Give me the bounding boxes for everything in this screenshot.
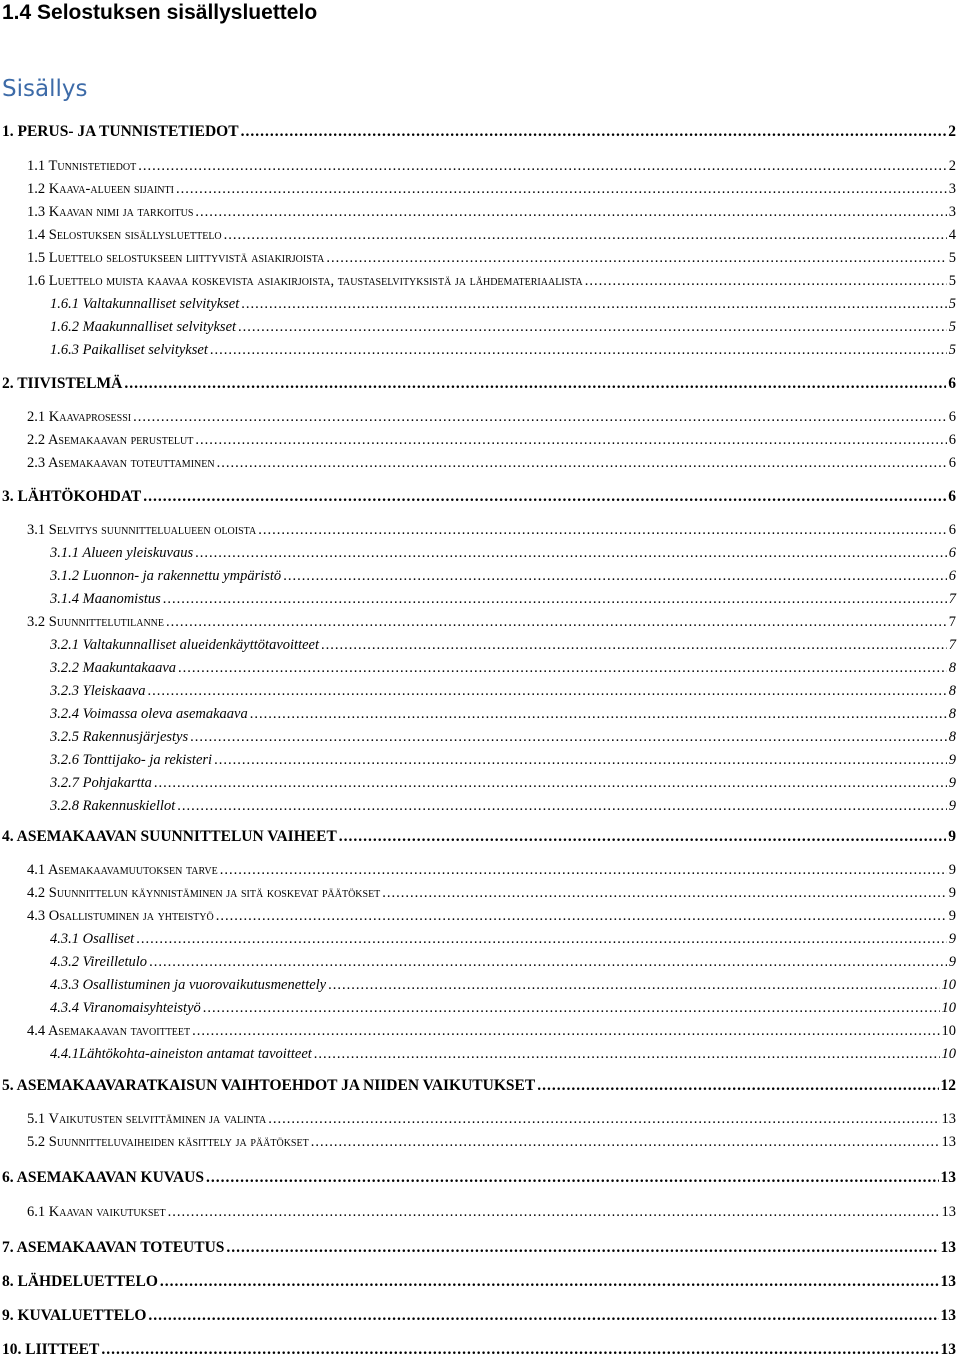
- toc-dot-leader: [328, 976, 939, 995]
- toc-entry-label: 3.1 Selvitys suunnittelualueen oloista: [27, 522, 257, 538]
- toc-dot-leader: [136, 930, 947, 949]
- toc-entry[interactable]: [50, 295, 956, 314]
- toc-dot-leader: [163, 590, 947, 609]
- toc-page-number: 2: [948, 158, 956, 174]
- toc-entry-label: 4. ASEMAKAAVAN SUUNNITTELUN VAIHEET: [2, 828, 337, 845]
- toc-entry[interactable]: [50, 976, 956, 995]
- toc-dot-leader: [214, 751, 947, 770]
- toc-dot-leader: [206, 1168, 939, 1188]
- toc-entry[interactable]: [27, 408, 956, 427]
- toc-dot-leader: [311, 1133, 940, 1152]
- toc-page-number: 5: [948, 250, 956, 266]
- toc-page-number: 3: [948, 181, 956, 197]
- toc-page-number: 6: [948, 545, 956, 561]
- toc-entry-label: 1.6.3 Paikalliset selvitykset: [50, 342, 208, 358]
- toc-entry[interactable]: [27, 861, 956, 880]
- toc-entry[interactable]: [27, 226, 956, 245]
- toc-entry-label: 4.3.4 Viranomaisyhteistyö: [50, 1000, 201, 1016]
- toc-entry-label: 3. LÄHTÖKOHDAT: [2, 488, 142, 505]
- toc-entry-label: 1.5 Luettelo selostukseen liittyvistä asiakirjoista: [27, 250, 325, 266]
- toc-entry-label: 5.2 Suunnitteluvaiheiden käsittely ja päätökset: [27, 1134, 309, 1150]
- toc-page-number: 5: [948, 342, 956, 358]
- toc-dot-leader: [203, 999, 940, 1018]
- toc-page-number: 13: [940, 1239, 956, 1256]
- toc-entry[interactable]: [27, 1022, 956, 1041]
- toc-dot-leader: [124, 374, 946, 394]
- toc-entry-label: 4.3 Osallistuminen ja yhteistyö: [27, 908, 214, 924]
- toc-dot-leader: [166, 613, 947, 632]
- toc-dot-leader: [178, 659, 947, 678]
- toc-dot-leader: [226, 1238, 938, 1258]
- toc-page-number: 13: [941, 1134, 956, 1150]
- toc-dot-leader: [195, 544, 947, 563]
- toc-entry[interactable]: [27, 272, 956, 291]
- toc-entry-label: 3.2.4 Voimassa oleva asemakaava: [50, 706, 248, 722]
- toc-entry-label: 6. ASEMAKAAVAN KUVAUS: [2, 1169, 204, 1186]
- toc-entry-label: 4.4 Asemakaavan tavoitteet: [27, 1023, 191, 1039]
- toc-dot-leader: [101, 1340, 938, 1360]
- toc-entry[interactable]: [50, 544, 956, 563]
- toc-entry-label: 2.2 Asemakaavan perustelut: [27, 432, 194, 448]
- toc-page-number: 2: [948, 123, 956, 140]
- toc-dot-leader: [339, 827, 946, 847]
- toc-page-number: 9: [948, 931, 956, 947]
- toc-page-number: 8: [948, 706, 956, 722]
- toc-page-number: 13: [940, 1341, 956, 1358]
- toc-entry[interactable]: [2, 1306, 956, 1326]
- toc-dot-leader: [241, 295, 946, 314]
- toc-dot-leader: [216, 907, 947, 926]
- toc-entry-label: 1.2 Kaava-alueen sijainti: [27, 181, 174, 197]
- toc-page-number: 10: [941, 977, 956, 993]
- toc-entry[interactable]: [50, 341, 956, 360]
- toc-page-number: 6: [948, 522, 956, 538]
- toc-entry[interactable]: [27, 1203, 956, 1222]
- toc-entry[interactable]: [2, 1168, 956, 1188]
- toc-dot-leader: [154, 774, 947, 793]
- toc-entry-label: 2. TIIVISTELMÄ: [2, 375, 123, 392]
- toc-dot-leader: [149, 953, 947, 972]
- toc-entry[interactable]: [2, 1340, 956, 1360]
- toc-entry[interactable]: [50, 705, 956, 724]
- toc-page-number: 10: [941, 1046, 956, 1062]
- toc-entry-label: 1.3 Kaavan nimi ja tarkoitus: [27, 204, 194, 220]
- toc-entry[interactable]: [50, 797, 956, 816]
- toc-dot-leader: [133, 408, 947, 427]
- toc-entry-label: 4.4.1Lähtökohta-aineiston antamat tavoitteet: [50, 1046, 312, 1062]
- toc-entry[interactable]: [50, 590, 956, 609]
- toc-entry-label: 3.1.4 Maanomistus: [50, 591, 161, 607]
- toc-page-number: 7: [948, 591, 956, 607]
- toc-entry[interactable]: [50, 728, 956, 747]
- toc-entry-label: 6.1 Kaavan vaikutukset: [27, 1204, 166, 1220]
- toc-page-number: 13: [940, 1169, 956, 1186]
- toc-page-number: 13: [941, 1111, 956, 1127]
- toc-entry-label: 5. ASEMAKAAVARATKAISUN VAIHTOEHDOT JA NIIDEN VAIKUTUKSET: [2, 1077, 536, 1094]
- toc-entry[interactable]: [2, 487, 956, 507]
- toc-entry-label: 1.1 Tunnistetiedot: [27, 158, 137, 174]
- toc-dot-leader: [250, 705, 947, 724]
- toc-dot-leader: [585, 272, 947, 291]
- toc-entry[interactable]: [27, 157, 956, 176]
- toc-page-number: 3: [948, 204, 956, 220]
- toc-page-number: 9: [948, 828, 956, 845]
- toc-dot-leader: [168, 1203, 940, 1222]
- toc-page-number: 9: [948, 954, 956, 970]
- toc-entry[interactable]: [27, 431, 956, 450]
- toc-dot-leader: [314, 1045, 940, 1064]
- toc-page-number: 13: [941, 1204, 956, 1220]
- toc-entry[interactable]: [50, 930, 956, 949]
- toc-entry-label: 1.6.1 Valtakunnalliset selvitykset: [50, 296, 240, 312]
- toc-entry-label: 9. KUVALUETTELO: [2, 1307, 147, 1324]
- toc-entry-label: 4.1 Asemakaavamuutoksen tarve: [27, 862, 218, 878]
- toc-dot-leader: [176, 180, 947, 199]
- toc-entry-label: 3.2.2 Maakuntakaava: [50, 660, 177, 676]
- toc-entry[interactable]: [50, 953, 956, 972]
- toc-page-number: 5: [948, 296, 956, 312]
- toc-entry[interactable]: [27, 1133, 956, 1152]
- toc-entry[interactable]: [27, 1110, 956, 1129]
- toc-entry-label: 3.2.5 Rakennusjärjestys: [50, 729, 189, 745]
- toc-dot-leader: [195, 203, 946, 222]
- toc-entry[interactable]: [27, 521, 956, 540]
- toc-entry[interactable]: [27, 203, 956, 222]
- toc-entry[interactable]: [50, 318, 956, 337]
- toc-entry-label: 3.2.1 Valtakunnalliset alueidenkäyttötavoitteet: [50, 637, 319, 653]
- toc-dot-leader: [160, 1272, 939, 1292]
- toc-entry[interactable]: [50, 1045, 956, 1064]
- toc-dot-leader: [224, 226, 947, 245]
- toc-entry-label: 3.1.2 Luonnon- ja rakennettu ympäristö: [50, 568, 282, 584]
- toc-entry-label: 4.3.1 Osalliset: [50, 931, 135, 947]
- toc-entry-label: 3.1.1 Alueen yleiskuvaus: [50, 545, 194, 561]
- toc-dot-leader: [138, 157, 947, 176]
- toc-entry-label: 1.6 Luettelo muista kaavaa koskevista asiakirjoista, taustaselvityksistä ja lähdemateriaalista: [27, 273, 583, 289]
- toc-page-number: 9: [948, 798, 956, 814]
- toc-entry[interactable]: [27, 249, 956, 268]
- section-heading: 1.4 Selostuksen sisällysluettelo: [2, 1, 318, 24]
- toc-entry[interactable]: [2, 1238, 956, 1258]
- toc-entry-label: 1.6.2 Maakunnalliset selvitykset: [50, 319, 237, 335]
- toc-dot-leader: [241, 122, 947, 142]
- toc-dot-leader: [210, 341, 947, 360]
- toc-page-number: 4: [948, 227, 956, 243]
- toc-entry-label: 1.4 Selostuksen sisällysluettelo: [27, 227, 222, 243]
- toc-page-number: 9: [948, 885, 956, 901]
- toc-dot-leader: [258, 521, 947, 540]
- toc-entry-label: 3.2.6 Tonttijako- ja rekisteri: [50, 752, 213, 768]
- toc-entry[interactable]: [2, 827, 956, 847]
- toc-entry[interactable]: [50, 999, 956, 1018]
- toc-dot-leader: [217, 454, 947, 473]
- toc-dot-leader: [195, 431, 946, 450]
- toc-dot-leader: [238, 318, 947, 337]
- toc-page-number: 6: [948, 432, 956, 448]
- toc-title: Sisällys: [2, 76, 88, 102]
- toc-entry-label: 4.3.3 Osallistuminen ja vuorovaikutusmenettely: [50, 977, 327, 993]
- toc-entry[interactable]: [2, 374, 956, 394]
- toc-entry-label: 10. LIITTEET: [2, 1341, 100, 1358]
- toc-dot-leader: [148, 1306, 938, 1326]
- toc-entry[interactable]: [27, 454, 956, 473]
- toc-entry[interactable]: [50, 567, 956, 586]
- toc-entry-label: 5.1 Vaikutusten selvittäminen ja valinta: [27, 1111, 267, 1127]
- toc-page-number: 9: [948, 752, 956, 768]
- toc-page-number: 9: [948, 775, 956, 791]
- toc-entry[interactable]: [50, 774, 956, 793]
- toc-entry-label: 3.2 Suunnittelutilanne: [27, 614, 165, 630]
- toc-page-number: 8: [948, 729, 956, 745]
- toc-dot-leader: [220, 861, 947, 880]
- toc-dot-leader: [190, 728, 947, 747]
- toc-entry[interactable]: [50, 636, 956, 655]
- toc-entry[interactable]: [27, 907, 956, 926]
- toc-entry[interactable]: [2, 122, 956, 142]
- toc-entry[interactable]: [27, 180, 956, 199]
- toc-entry-label: 2.1 Kaavaprosessi: [27, 409, 132, 425]
- toc-entry-label: 2.3 Asemakaavan toteuttaminen: [27, 455, 215, 471]
- toc-page-number: 12: [940, 1077, 956, 1094]
- toc-dot-leader: [537, 1076, 938, 1096]
- toc-dot-leader: [192, 1022, 939, 1041]
- toc-entry-label: 1. PERUS- JA TUNNISTETIEDOT: [2, 123, 239, 140]
- toc-dot-leader: [147, 682, 946, 701]
- toc-entry-label: 3.2.7 Pohjakartta: [50, 775, 152, 791]
- toc-page-number: 13: [940, 1273, 956, 1290]
- toc-entry-label: 4.2 Suunnittelun käynnistäminen ja sitä koskevat päätökset: [27, 885, 381, 901]
- toc-page-number: 8: [948, 683, 956, 699]
- toc-page-number: 8: [948, 660, 956, 676]
- toc-entry[interactable]: [2, 1076, 956, 1096]
- toc-entry[interactable]: [27, 884, 956, 903]
- toc-entry-label: 3.2.3 Yleiskaava: [50, 683, 146, 699]
- toc-dot-leader: [177, 797, 947, 816]
- toc-entry-label: 4.3.2 Vireilletulo: [50, 954, 148, 970]
- toc-entry[interactable]: [50, 659, 956, 678]
- toc-page-number: 6: [948, 375, 956, 392]
- toc-entry[interactable]: [50, 751, 956, 770]
- toc-entry-label: 7. ASEMAKAAVAN TOTEUTUS: [2, 1239, 225, 1256]
- toc-entry-label: 3.2.8 Rakennuskiellot: [50, 798, 176, 814]
- toc-dot-leader: [382, 884, 946, 903]
- toc-page-number: 13: [940, 1307, 956, 1324]
- toc-dot-leader: [326, 249, 946, 268]
- toc-dot-leader: [268, 1110, 939, 1129]
- toc-page-number: 9: [948, 862, 956, 878]
- toc-entry-label: 8. LÄHDELUETTELO: [2, 1273, 158, 1290]
- toc-page-number: 6: [948, 455, 956, 471]
- toc-page-number: 6: [948, 568, 956, 584]
- toc-entry[interactable]: [50, 682, 956, 701]
- toc-dot-leader: [143, 487, 946, 507]
- toc-page-number: 9: [948, 908, 956, 924]
- toc-entry[interactable]: [27, 613, 956, 632]
- toc-dot-leader: [321, 636, 947, 655]
- toc-page-number: 6: [948, 409, 956, 425]
- toc-page-number: 7: [948, 637, 956, 653]
- toc-entry[interactable]: [2, 1272, 956, 1292]
- toc-dot-leader: [283, 567, 947, 586]
- toc-page-number: 7: [948, 614, 956, 630]
- toc-page-number: 10: [941, 1000, 956, 1016]
- toc-page-number: 6: [948, 488, 956, 505]
- toc-page-number: 10: [941, 1023, 956, 1039]
- toc-page-number: 5: [948, 319, 956, 335]
- toc-page-number: 5: [948, 273, 956, 289]
